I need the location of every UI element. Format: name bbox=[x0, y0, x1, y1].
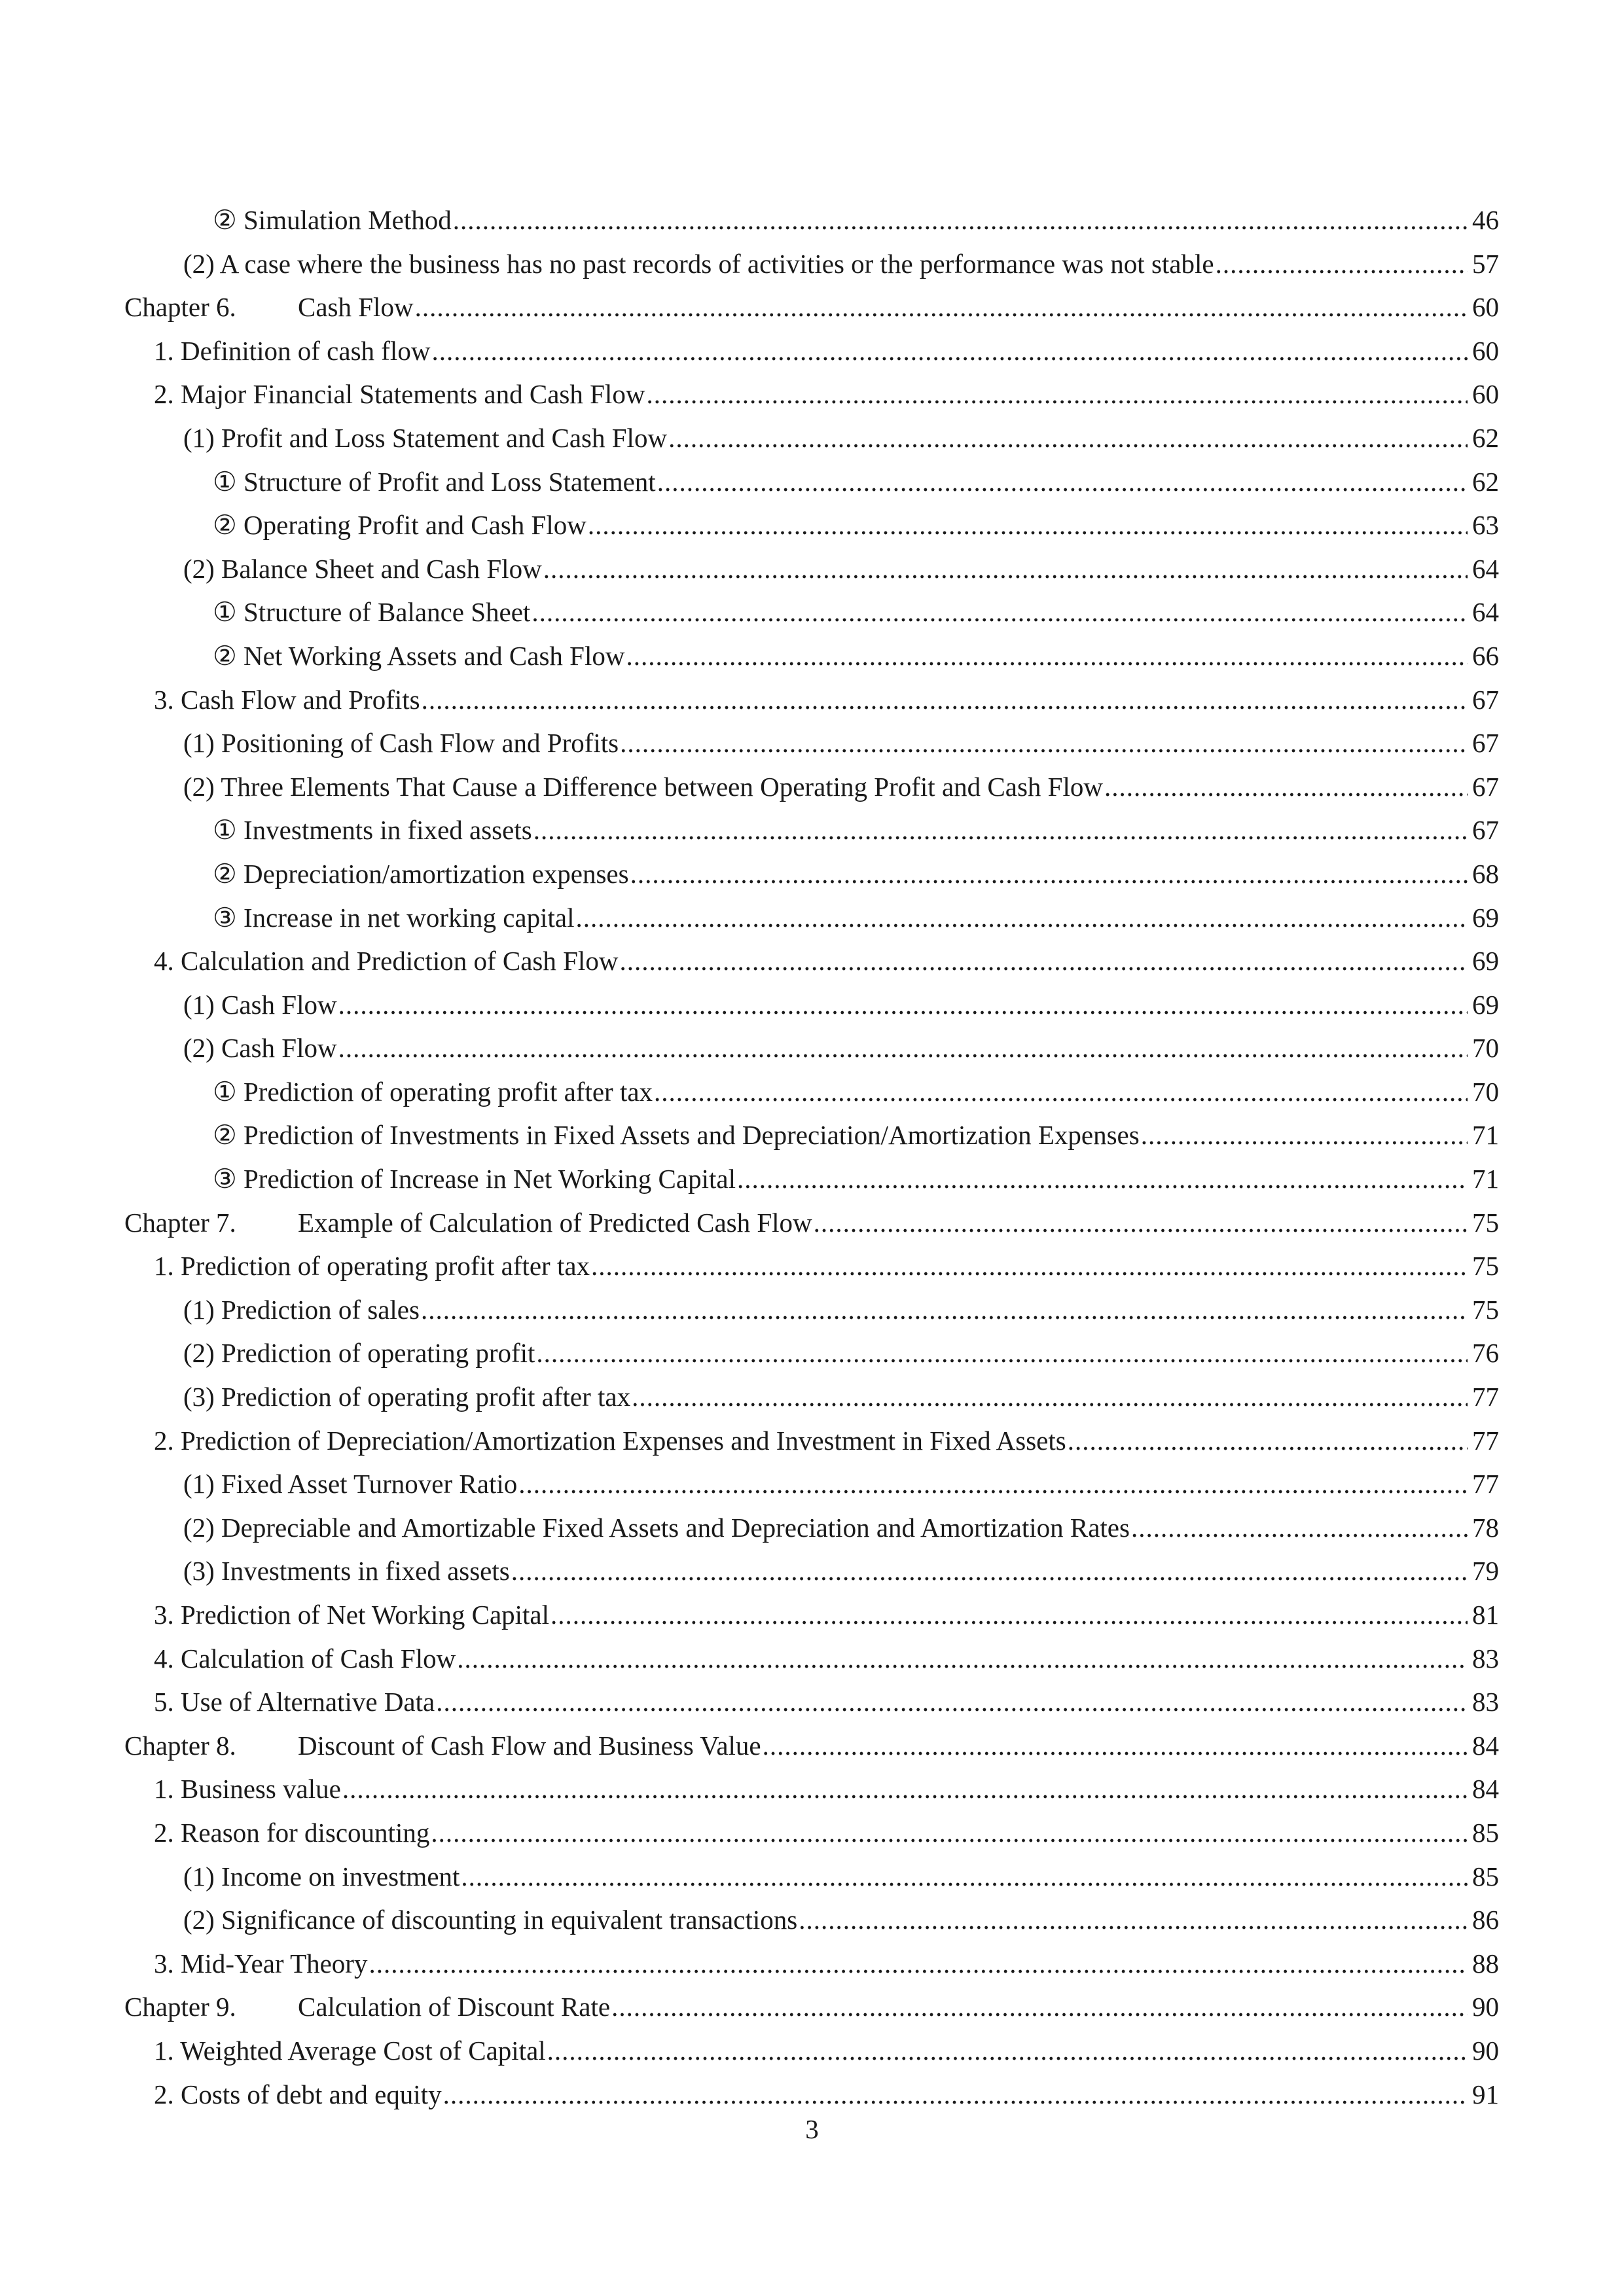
toc-entry-page: 46 bbox=[1472, 205, 1499, 235]
toc-entry bbox=[124, 242, 1499, 286]
table-of-contents bbox=[124, 198, 1499, 2116]
toc-entry-page: 70 bbox=[1472, 1076, 1499, 1107]
toc-entry bbox=[124, 852, 1499, 896]
toc-entry bbox=[124, 416, 1499, 460]
toc-entry-page: 90 bbox=[1472, 2035, 1499, 2066]
dot-leader bbox=[591, 1244, 1468, 1288]
toc-entry bbox=[124, 1593, 1499, 1637]
toc-entry-title: 1. Business value bbox=[154, 1774, 341, 1804]
toc-entry-page: 86 bbox=[1472, 1905, 1499, 1935]
toc-entry bbox=[124, 896, 1499, 940]
toc-entry-page: 75 bbox=[1472, 1294, 1499, 1325]
dot-leader bbox=[646, 372, 1468, 416]
toc-entry-title: (2) Balance Sheet and Cash Flow bbox=[183, 553, 542, 584]
dot-leader bbox=[461, 1855, 1468, 1899]
toc-entry-page: 77 bbox=[1472, 1382, 1499, 1412]
toc-entry-title: (3) Prediction of operating profit after tax bbox=[183, 1382, 631, 1412]
toc-entry-title: (2) Cash Flow bbox=[183, 1033, 337, 1064]
dot-leader bbox=[431, 329, 1468, 373]
toc-entry-page: 75 bbox=[1472, 1207, 1499, 1238]
toc-entry-page: 85 bbox=[1472, 1817, 1499, 1848]
toc-entry-title: Calculation of Discount Rate bbox=[298, 1992, 611, 2022]
toc-entry bbox=[124, 634, 1499, 678]
toc-entry-page: 77 bbox=[1472, 1425, 1499, 1456]
dot-leader bbox=[619, 939, 1468, 983]
toc-entry bbox=[124, 1942, 1499, 1986]
toc-entry bbox=[124, 1549, 1499, 1593]
toc-entry bbox=[124, 939, 1499, 983]
dot-leader bbox=[550, 1593, 1468, 1637]
toc-entry-title: ③ Increase in net working capital bbox=[213, 902, 575, 933]
dot-leader bbox=[668, 416, 1468, 460]
toc-chapter-entry bbox=[124, 1201, 1499, 1245]
toc-entry-title: 1. Weighted Average Cost of Capital bbox=[154, 2035, 546, 2066]
dot-leader bbox=[657, 460, 1468, 504]
dot-leader bbox=[338, 983, 1468, 1027]
toc-entry-page: 88 bbox=[1472, 1948, 1499, 1979]
toc-entry-page: 81 bbox=[1472, 1600, 1499, 1630]
toc-entry-page: 67 bbox=[1472, 684, 1499, 715]
toc-entry-page: 62 bbox=[1472, 466, 1499, 497]
dot-leader bbox=[814, 1201, 1468, 1245]
dot-leader bbox=[533, 808, 1468, 852]
dot-leader bbox=[532, 590, 1468, 634]
toc-entry-page: 70 bbox=[1472, 1033, 1499, 1064]
toc-chapter-label: Chapter 9. bbox=[124, 1992, 236, 2022]
toc-entry-title: 4. Calculation and Prediction of Cash Flow bbox=[154, 946, 619, 977]
toc-entry bbox=[124, 1680, 1499, 1724]
dot-leader bbox=[453, 198, 1468, 242]
toc-entry-title: (1) Prediction of sales bbox=[183, 1294, 420, 1325]
toc-entry bbox=[124, 1506, 1499, 1550]
toc-entry bbox=[124, 1244, 1499, 1288]
toc-entry-page: 84 bbox=[1472, 1774, 1499, 1804]
toc-entry-page: 64 bbox=[1472, 553, 1499, 584]
dot-leader bbox=[543, 547, 1468, 591]
toc-entry-title: ② Depreciation/amortization expenses bbox=[213, 858, 629, 889]
dot-leader bbox=[1141, 1113, 1468, 1157]
toc-chapter-entry bbox=[124, 1724, 1499, 1768]
dot-leader bbox=[630, 852, 1468, 896]
toc-entry bbox=[124, 198, 1499, 242]
toc-entry-title: 3. Prediction of Net Working Capital bbox=[154, 1600, 550, 1630]
toc-entry-page: 71 bbox=[1472, 1164, 1499, 1194]
toc-entry-title: ② Net Working Assets and Cash Flow bbox=[213, 640, 625, 671]
toc-entry-page: 75 bbox=[1472, 1251, 1499, 1282]
toc-entry-title: 2. Prediction of Depreciation/Amortization Expenses and Investment in Fixed Assets bbox=[154, 1425, 1066, 1456]
toc-entry-title: ③ Prediction of Increase in Net Working Capital bbox=[213, 1164, 736, 1194]
dot-leader bbox=[654, 1070, 1468, 1114]
toc-entry-page: 77 bbox=[1472, 1469, 1499, 1499]
toc-entry-page: 67 bbox=[1472, 815, 1499, 846]
toc-entry bbox=[124, 1419, 1499, 1463]
toc-entry-page: 62 bbox=[1472, 422, 1499, 453]
toc-entry-title: ① Structure of Profit and Loss Statement bbox=[213, 466, 656, 497]
toc-entry-title: 2. Reason for discounting bbox=[154, 1817, 430, 1848]
toc-entry-page: 83 bbox=[1472, 1643, 1499, 1674]
toc-entry-page: 78 bbox=[1472, 1512, 1499, 1543]
toc-entry-title: 1. Prediction of operating profit after tax bbox=[154, 1251, 590, 1282]
toc-entry-title: (3) Investments in fixed assets bbox=[183, 1556, 510, 1587]
toc-entry bbox=[124, 1898, 1499, 1942]
toc-entry-page: 60 bbox=[1472, 379, 1499, 410]
toc-entry-page: 67 bbox=[1472, 771, 1499, 802]
toc-entry bbox=[124, 765, 1499, 809]
toc-entry-page: 91 bbox=[1472, 2079, 1499, 2109]
dot-leader bbox=[799, 1898, 1468, 1942]
toc-entry bbox=[124, 678, 1499, 722]
toc-entry-page: 69 bbox=[1472, 946, 1499, 977]
dot-leader bbox=[1216, 242, 1468, 286]
toc-entry bbox=[124, 372, 1499, 416]
toc-entry bbox=[124, 503, 1499, 547]
toc-entry bbox=[124, 721, 1499, 765]
toc-entry-title: 3. Cash Flow and Profits bbox=[154, 684, 420, 715]
toc-entry-page: 60 bbox=[1472, 292, 1499, 323]
toc-entry-page: 71 bbox=[1472, 1120, 1499, 1151]
toc-entry-title: Cash Flow bbox=[298, 292, 414, 323]
page-number: 3 bbox=[805, 2114, 819, 2144]
toc-chapter-label: Chapter 8. bbox=[124, 1730, 236, 1761]
toc-entry-title: (2) Three Elements That Cause a Difference between Operating Profit and Cash Flow bbox=[183, 771, 1103, 802]
toc-entry bbox=[124, 1855, 1499, 1899]
dot-leader bbox=[737, 1157, 1468, 1201]
toc-entry-title: ② Prediction of Investments in Fixed Assets and Depreciation/Amortization Expenses bbox=[213, 1120, 1140, 1151]
dot-leader bbox=[626, 634, 1468, 678]
toc-entry-page: 76 bbox=[1472, 1338, 1499, 1369]
toc-entry-page: 57 bbox=[1472, 248, 1499, 279]
dot-leader bbox=[620, 721, 1468, 765]
toc-entry bbox=[124, 2029, 1499, 2073]
dot-leader bbox=[632, 1375, 1468, 1419]
toc-entry-title: ① Prediction of operating profit after tax bbox=[213, 1076, 653, 1107]
dot-leader bbox=[1104, 765, 1468, 809]
toc-entry-page: 84 bbox=[1472, 1730, 1499, 1761]
toc-entry bbox=[124, 329, 1499, 373]
dot-leader bbox=[421, 1288, 1468, 1332]
toc-entry-title: ① Structure of Balance Sheet bbox=[213, 597, 531, 628]
dot-leader bbox=[763, 1724, 1468, 1768]
toc-entry bbox=[124, 1462, 1499, 1506]
toc-entry-title: ① Investments in fixed assets bbox=[213, 815, 532, 846]
toc-entry-page: 69 bbox=[1472, 989, 1499, 1020]
toc-entry bbox=[124, 1157, 1499, 1201]
toc-entry-title: 5. Use of Alternative Data bbox=[154, 1687, 435, 1717]
toc-entry-page: 67 bbox=[1472, 728, 1499, 759]
toc-entry bbox=[124, 1288, 1499, 1332]
toc-entry-page: 69 bbox=[1472, 902, 1499, 933]
toc-entry-title: ② Simulation Method bbox=[213, 205, 452, 235]
toc-entry bbox=[124, 590, 1499, 634]
toc-entry bbox=[124, 547, 1499, 591]
dot-leader bbox=[588, 503, 1468, 547]
toc-entry-title: 2. Costs of debt and equity bbox=[154, 2079, 442, 2109]
toc-entry-title: Discount of Cash Flow and Business Value bbox=[298, 1730, 761, 1761]
toc-entry-title: (2) Significance of discounting in equivalent transactions bbox=[183, 1905, 798, 1935]
toc-entry-page: 64 bbox=[1472, 597, 1499, 628]
dot-leader bbox=[1068, 1419, 1468, 1463]
toc-entry-title: 4. Calculation of Cash Flow bbox=[154, 1643, 456, 1674]
toc-entry-title: 3. Mid-Year Theory bbox=[154, 1948, 368, 1979]
dot-leader bbox=[369, 1942, 1468, 1986]
toc-entry-title: Example of Calculation of Predicted Cash Flow bbox=[298, 1207, 812, 1238]
toc-chapter-label: Chapter 7. bbox=[124, 1207, 236, 1238]
toc-entry bbox=[124, 1026, 1499, 1070]
toc-entry-page: 90 bbox=[1472, 1992, 1499, 2022]
toc-chapter-label: Chapter 6. bbox=[124, 292, 236, 323]
toc-entry bbox=[124, 460, 1499, 504]
toc-entry-page: 63 bbox=[1472, 510, 1499, 541]
toc-entry bbox=[124, 808, 1499, 852]
toc-entry bbox=[124, 983, 1499, 1027]
dot-leader bbox=[1131, 1506, 1468, 1550]
toc-chapter-entry bbox=[124, 285, 1499, 329]
toc-entry-title: (1) Positioning of Cash Flow and Profits bbox=[183, 728, 619, 759]
dot-leader bbox=[536, 1331, 1468, 1375]
toc-entry-title: (1) Cash Flow bbox=[183, 989, 337, 1020]
toc-chapter-entry bbox=[124, 1985, 1499, 2029]
toc-entry bbox=[124, 2073, 1499, 2117]
dot-leader bbox=[457, 1637, 1468, 1681]
toc-entry-page: 85 bbox=[1472, 1861, 1499, 1892]
toc-entry-title: (1) Profit and Loss Statement and Cash Flow bbox=[183, 422, 668, 453]
dot-leader bbox=[436, 1680, 1468, 1724]
dot-leader bbox=[342, 1767, 1468, 1811]
dot-leader bbox=[443, 2073, 1468, 2117]
toc-entry bbox=[124, 1113, 1499, 1157]
toc-entry-page: 60 bbox=[1472, 335, 1499, 366]
toc-entry-page: 79 bbox=[1472, 1556, 1499, 1587]
toc-entry-page: 68 bbox=[1472, 858, 1499, 889]
dot-leader bbox=[431, 1811, 1468, 1855]
dot-leader bbox=[575, 896, 1468, 940]
dot-leader bbox=[511, 1549, 1468, 1593]
toc-entry bbox=[124, 1811, 1499, 1855]
dot-leader bbox=[422, 678, 1468, 722]
toc-entry bbox=[124, 1375, 1499, 1419]
toc-entry-title: 1. Definition of cash flow bbox=[154, 335, 431, 366]
toc-entry-title: (2) Depreciable and Amortizable Fixed Assets and Depreciation and Amortization Rates bbox=[183, 1512, 1130, 1543]
toc-entry-page: 83 bbox=[1472, 1687, 1499, 1717]
toc-entry bbox=[124, 1331, 1499, 1375]
toc-entry bbox=[124, 1767, 1499, 1811]
toc-entry bbox=[124, 1637, 1499, 1681]
dot-leader bbox=[547, 2029, 1468, 2073]
dot-leader bbox=[518, 1462, 1468, 1506]
toc-entry-title: (1) Fixed Asset Turnover Ratio bbox=[183, 1469, 518, 1499]
toc-entry-title: (2) Prediction of operating profit bbox=[183, 1338, 535, 1369]
toc-entry-title: (1) Income on investment bbox=[183, 1861, 460, 1892]
toc-entry-title: 2. Major Financial Statements and Cash Flow bbox=[154, 379, 645, 410]
dot-leader bbox=[338, 1026, 1468, 1070]
dot-leader bbox=[611, 1985, 1468, 2029]
dot-leader bbox=[415, 285, 1468, 329]
toc-entry-title: (2) A case where the business has no past records of activities or the performance was not stable bbox=[183, 248, 1214, 279]
toc-entry bbox=[124, 1070, 1499, 1114]
toc-entry-page: 66 bbox=[1472, 640, 1499, 671]
toc-entry-title: ② Operating Profit and Cash Flow bbox=[213, 510, 586, 541]
